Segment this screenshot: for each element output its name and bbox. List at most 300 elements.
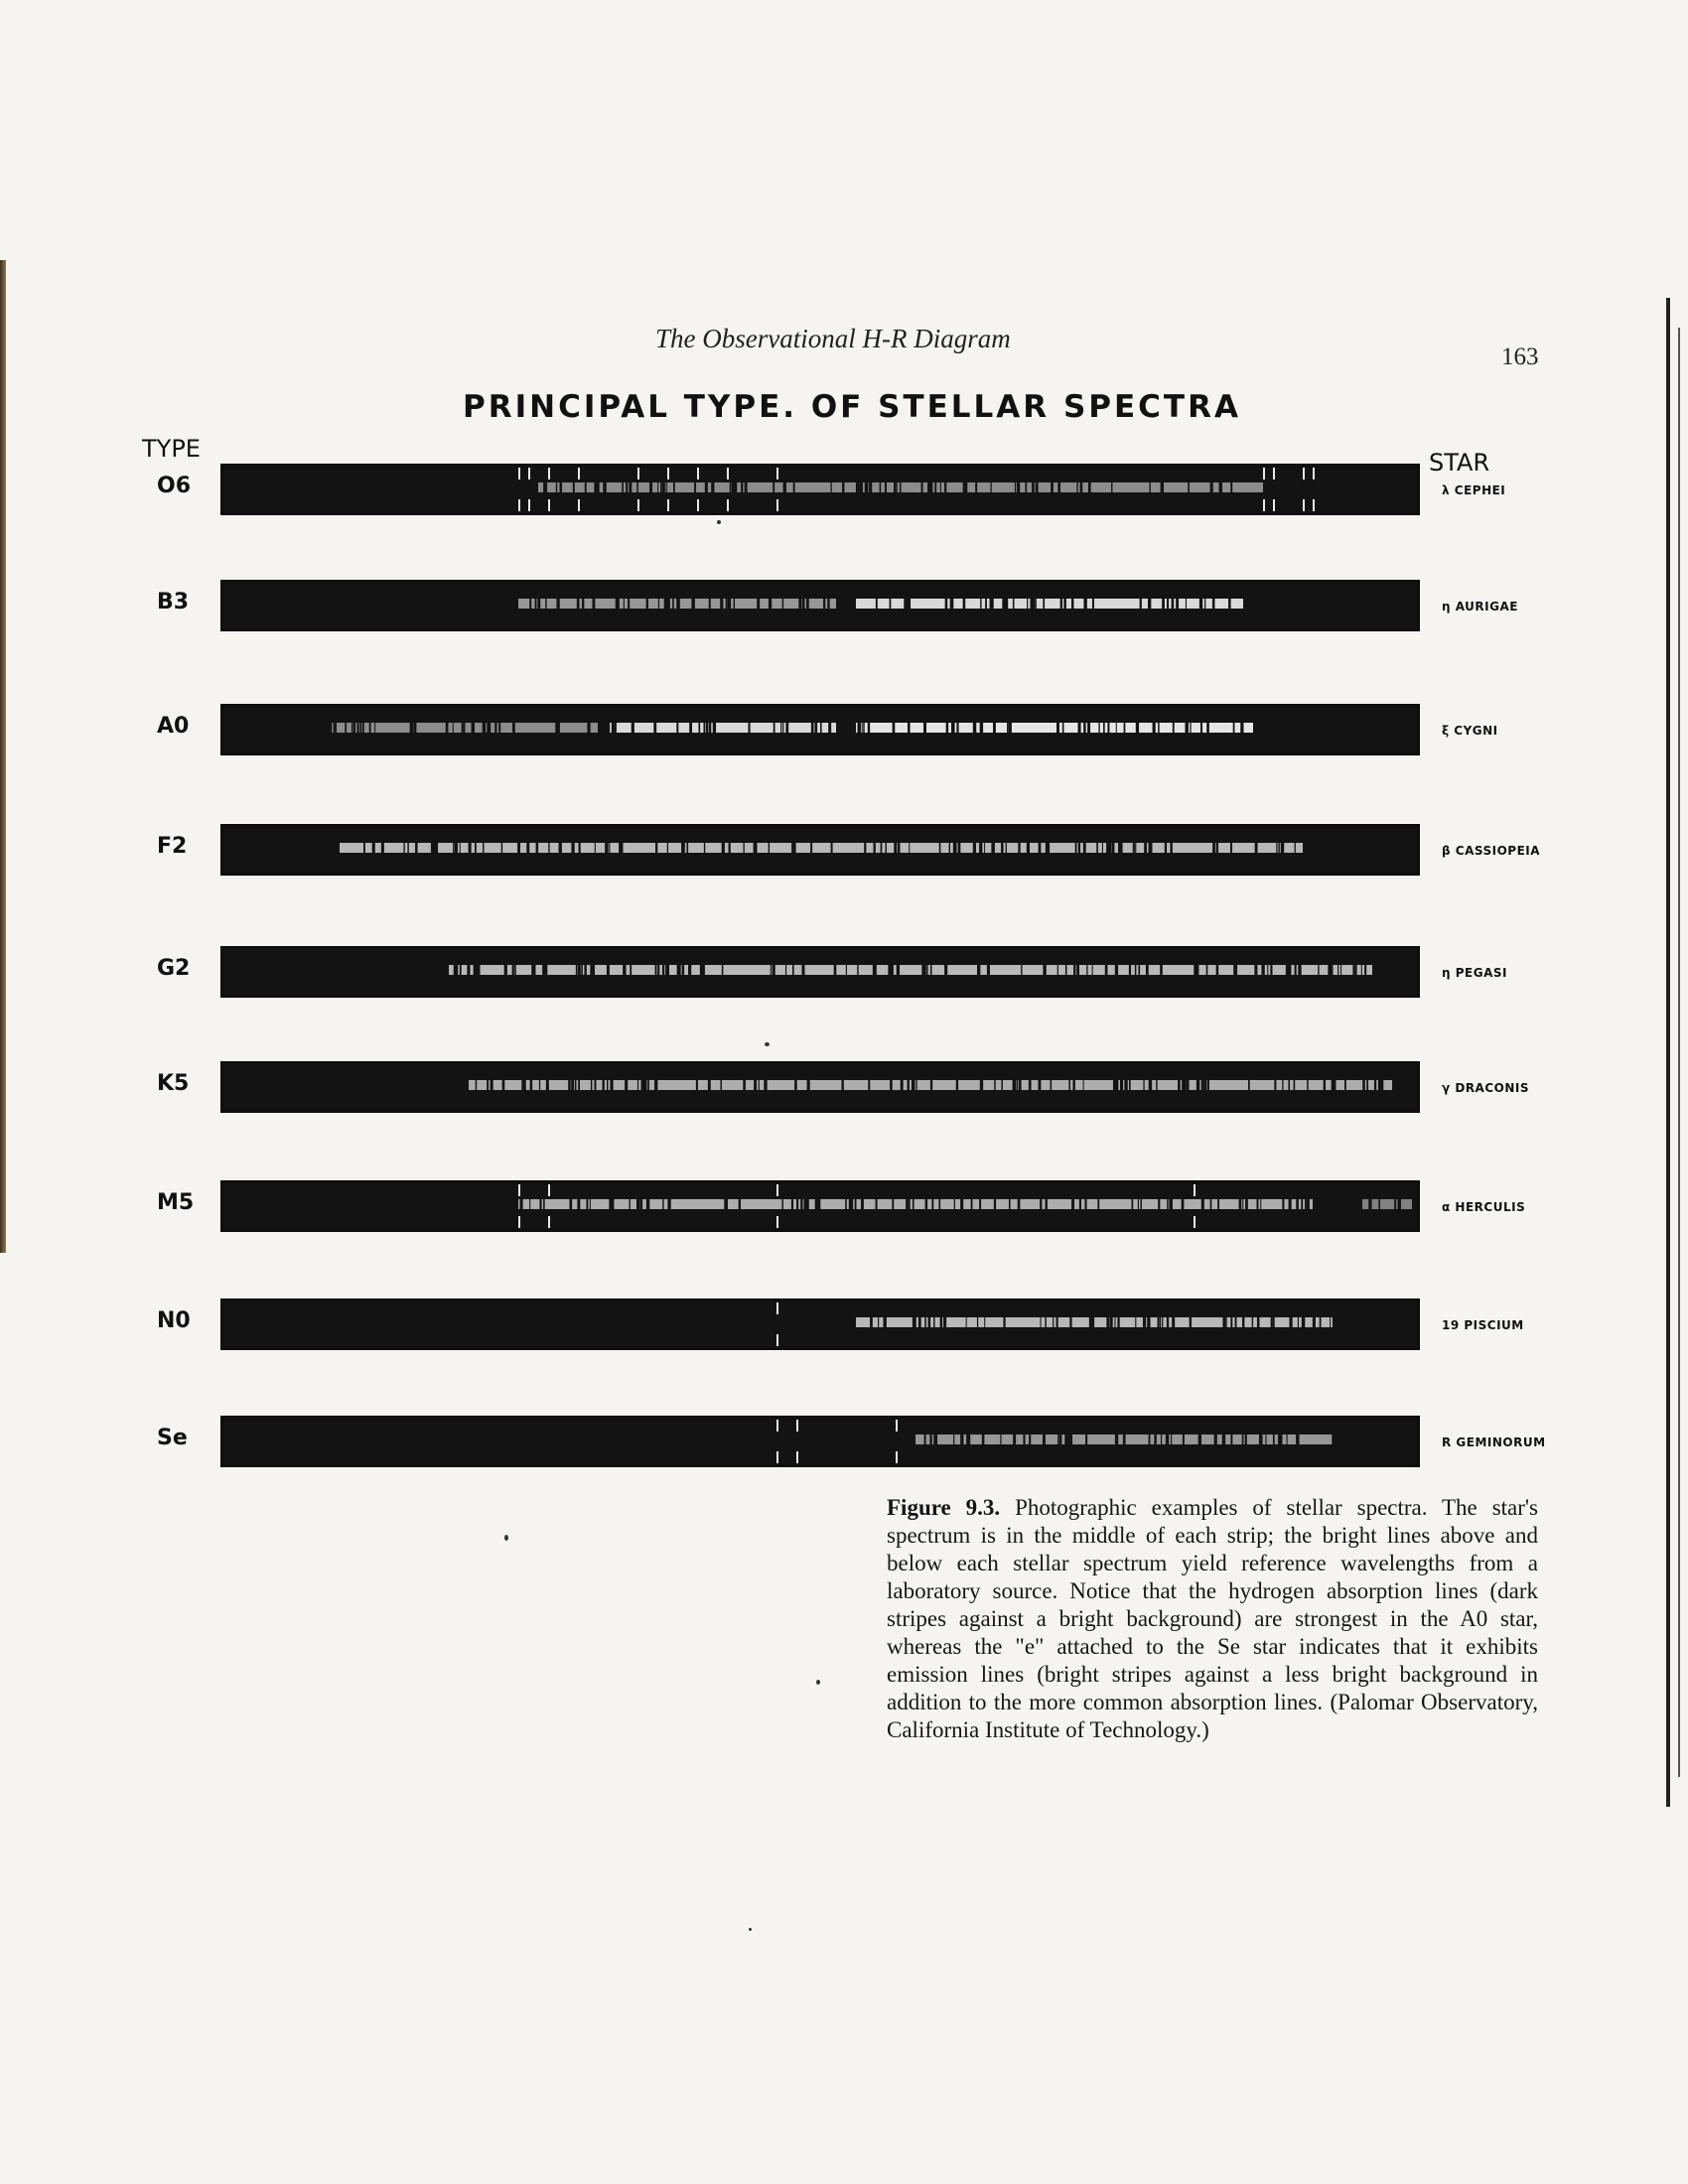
absorption-line xyxy=(924,1317,926,1327)
absorption-line xyxy=(773,965,775,975)
absorption-line xyxy=(483,843,484,853)
absorption-line xyxy=(688,965,691,975)
absorption-line xyxy=(593,965,595,975)
spectrum-band xyxy=(608,723,836,733)
absorption-line xyxy=(1294,1080,1296,1090)
absorption-line xyxy=(1186,599,1187,609)
absorption-line xyxy=(575,1080,577,1090)
absorption-line xyxy=(835,965,836,975)
absorption-line xyxy=(1025,482,1027,492)
absorption-line xyxy=(357,723,359,733)
absorption-line xyxy=(722,965,724,975)
absorption-line xyxy=(556,599,559,609)
absorption-line xyxy=(1002,843,1003,853)
absorption-line xyxy=(1045,1317,1046,1327)
absorption-line xyxy=(1013,1434,1016,1444)
absorption-line xyxy=(1043,1434,1046,1444)
star-column-header: STAR xyxy=(1429,449,1490,477)
absorption-line xyxy=(581,965,583,975)
absorption-line xyxy=(800,1199,802,1209)
absorption-line xyxy=(569,1080,571,1090)
spectrum-band xyxy=(856,723,1253,733)
absorption-line xyxy=(1131,1199,1133,1209)
absorption-line xyxy=(984,1317,985,1327)
absorption-line xyxy=(626,482,628,492)
absorption-line xyxy=(1087,723,1090,733)
absorption-line xyxy=(785,723,788,733)
absorption-line xyxy=(609,843,610,853)
absorption-line xyxy=(1206,965,1208,975)
spectral-type-label: K5 xyxy=(157,1071,190,1096)
absorption-line xyxy=(940,1317,943,1327)
absorption-line xyxy=(477,965,480,975)
absorption-line xyxy=(1065,599,1066,609)
absorption-line xyxy=(1162,599,1165,609)
reference-line xyxy=(518,1216,520,1228)
absorption-line xyxy=(741,482,743,492)
absorption-line xyxy=(793,482,795,492)
absorption-line xyxy=(1257,1317,1259,1327)
absorption-line xyxy=(928,1317,931,1327)
absorption-line xyxy=(841,1080,843,1090)
absorption-line xyxy=(956,723,958,733)
absorption-line xyxy=(1153,723,1156,733)
absorption-line xyxy=(487,723,490,733)
absorption-line xyxy=(1314,1317,1316,1327)
absorption-line xyxy=(846,965,847,975)
absorption-line xyxy=(706,723,709,733)
absorption-line xyxy=(590,965,592,975)
absorption-line xyxy=(1150,482,1151,492)
absorption-line xyxy=(1273,1317,1275,1327)
absorption-line xyxy=(1298,1434,1299,1444)
page-edge-right-inner xyxy=(1678,328,1680,1777)
absorption-line xyxy=(878,1317,879,1327)
absorption-line xyxy=(653,723,656,733)
absorption-line xyxy=(720,1080,721,1090)
absorption-line xyxy=(605,843,608,853)
absorption-line xyxy=(981,723,983,733)
reference-line xyxy=(776,468,778,479)
absorption-line xyxy=(1248,1080,1250,1090)
absorption-line xyxy=(1047,843,1050,853)
absorption-line xyxy=(616,599,619,609)
reference-line xyxy=(528,499,530,511)
absorption-line xyxy=(1006,843,1007,853)
reference-line xyxy=(1303,499,1305,511)
absorption-line xyxy=(612,723,615,733)
absorption-line xyxy=(1113,1080,1116,1090)
absorption-line xyxy=(512,965,514,975)
absorption-line xyxy=(1169,1199,1172,1209)
absorption-line xyxy=(636,482,638,492)
absorption-line xyxy=(1144,843,1147,853)
absorption-line xyxy=(476,1080,477,1090)
absorption-line xyxy=(1178,1080,1181,1090)
absorption-line xyxy=(909,843,910,853)
absorption-line xyxy=(446,723,449,733)
spectral-type-label: Se xyxy=(157,1426,188,1450)
absorption-line xyxy=(410,723,413,733)
absorption-line xyxy=(894,482,896,492)
absorption-line xyxy=(1088,482,1091,492)
absorption-line xyxy=(898,843,900,853)
absorption-line xyxy=(892,1199,894,1209)
absorption-line xyxy=(1190,1317,1192,1327)
absorption-line xyxy=(526,843,529,853)
absorption-line xyxy=(1056,1317,1058,1327)
absorption-line xyxy=(1288,1080,1290,1090)
running-head: The Observational H-R Diagram xyxy=(655,324,1011,353)
absorption-line xyxy=(884,1317,887,1327)
absorption-line xyxy=(966,1317,967,1327)
reference-line xyxy=(1273,468,1275,479)
absorption-line xyxy=(807,1080,809,1090)
reference-line xyxy=(776,1420,778,1432)
absorption-line xyxy=(1235,1317,1237,1327)
absorption-line xyxy=(1366,1080,1368,1090)
absorption-line xyxy=(521,1080,523,1090)
absorption-line xyxy=(1340,965,1341,975)
absorption-line xyxy=(1027,599,1028,609)
absorption-line xyxy=(593,599,596,609)
absorption-line xyxy=(759,1080,760,1090)
absorption-line xyxy=(584,965,586,975)
absorption-line xyxy=(1111,482,1112,492)
print-speck xyxy=(816,1680,820,1685)
reference-line xyxy=(697,468,699,479)
absorption-line xyxy=(1273,1434,1275,1444)
spectrum-band xyxy=(856,599,1243,609)
absorption-line xyxy=(334,723,336,733)
spectrum-strip xyxy=(220,946,1420,998)
absorption-line xyxy=(683,843,685,853)
absorption-line xyxy=(1085,1434,1087,1444)
absorption-line xyxy=(874,843,876,853)
absorption-line xyxy=(857,965,858,975)
absorption-line xyxy=(545,599,546,609)
absorption-line xyxy=(514,965,516,975)
absorption-line xyxy=(1201,1080,1202,1090)
absorption-line xyxy=(603,482,606,492)
absorption-line xyxy=(467,965,470,975)
absorption-line xyxy=(780,723,781,733)
reference-line xyxy=(548,1216,550,1228)
absorption-line xyxy=(973,723,976,733)
absorption-line xyxy=(925,1199,927,1209)
absorption-line xyxy=(921,965,923,975)
absorption-line xyxy=(754,1080,757,1090)
absorption-line xyxy=(545,965,546,975)
absorption-line xyxy=(1154,1434,1156,1444)
print-speck xyxy=(765,1042,770,1046)
absorption-line xyxy=(897,965,900,975)
absorption-line xyxy=(1057,965,1058,975)
absorption-line xyxy=(381,843,384,853)
absorption-line xyxy=(743,1080,746,1090)
absorption-line xyxy=(979,1199,980,1209)
absorption-line xyxy=(945,599,948,609)
absorption-line xyxy=(723,843,725,853)
absorption-line xyxy=(639,1199,642,1209)
absorption-line xyxy=(1301,1199,1303,1209)
absorption-line xyxy=(1254,965,1257,975)
absorption-line xyxy=(657,482,658,492)
spectrum-strip xyxy=(220,824,1420,876)
absorption-line xyxy=(1212,843,1215,853)
absorption-line xyxy=(769,843,770,853)
absorption-line xyxy=(1230,482,1232,492)
absorption-line xyxy=(1068,1080,1070,1090)
absorption-line xyxy=(1098,723,1099,733)
absorption-line xyxy=(1196,965,1198,975)
absorption-line xyxy=(1276,843,1277,853)
absorption-line xyxy=(603,1080,605,1090)
absorption-line xyxy=(933,1434,935,1444)
spectrum-row-o6 xyxy=(0,464,1688,523)
absorption-line xyxy=(1075,843,1077,853)
absorption-line xyxy=(1046,1199,1048,1209)
absorption-line xyxy=(673,482,675,492)
absorption-line xyxy=(689,723,692,733)
absorption-line xyxy=(960,1434,963,1444)
absorption-line xyxy=(666,965,669,975)
absorption-line xyxy=(463,723,465,733)
absorption-line xyxy=(1298,1317,1299,1327)
reference-line xyxy=(896,1420,898,1432)
absorption-line xyxy=(1182,1199,1185,1209)
absorption-line xyxy=(655,843,657,853)
absorption-line xyxy=(934,482,936,492)
absorption-line xyxy=(560,482,563,492)
reference-line xyxy=(1194,1216,1196,1228)
absorption-line xyxy=(1129,1080,1130,1090)
absorption-line xyxy=(863,723,864,733)
absorption-line xyxy=(475,843,477,853)
absorption-line xyxy=(1173,723,1175,733)
absorption-line xyxy=(1281,843,1284,853)
absorption-line xyxy=(595,843,596,853)
absorption-line xyxy=(1120,1080,1123,1090)
absorption-line xyxy=(1354,965,1356,975)
absorption-line xyxy=(711,482,714,492)
absorption-line xyxy=(1199,599,1201,609)
absorption-line xyxy=(641,1080,644,1090)
absorption-line xyxy=(708,1080,710,1090)
reference-line xyxy=(776,1216,778,1228)
absorption-line xyxy=(828,723,831,733)
spectral-type-label: F2 xyxy=(157,834,188,859)
absorption-line xyxy=(666,482,667,492)
absorption-line xyxy=(1260,1434,1263,1444)
absorption-line xyxy=(1029,1080,1032,1090)
absorption-line xyxy=(579,843,581,853)
absorption-line xyxy=(1318,965,1319,975)
absorption-line xyxy=(1361,965,1362,975)
absorption-line xyxy=(546,965,547,975)
absorption-line xyxy=(830,482,831,492)
absorption-line xyxy=(806,599,809,609)
absorption-line xyxy=(1129,965,1131,975)
absorption-line xyxy=(607,1080,608,1090)
absorption-line xyxy=(1337,965,1338,975)
star-name-label: R GEMINORUM xyxy=(1442,1435,1546,1449)
spectral-type-label: G2 xyxy=(157,956,191,981)
absorption-line xyxy=(595,1080,597,1090)
absorption-line xyxy=(585,482,587,492)
absorption-line xyxy=(1083,599,1086,609)
absorption-line xyxy=(615,723,617,733)
absorption-line xyxy=(1305,1199,1306,1209)
absorption-line xyxy=(572,1080,574,1090)
absorption-line xyxy=(963,599,965,609)
absorption-line xyxy=(415,843,418,853)
absorption-line xyxy=(1108,843,1110,853)
absorption-line xyxy=(958,843,961,853)
absorption-line xyxy=(1076,965,1079,975)
absorption-line xyxy=(556,482,557,492)
absorption-line xyxy=(900,482,902,492)
absorption-line xyxy=(1010,723,1012,733)
spectrum-strip xyxy=(220,1298,1420,1350)
absorption-line xyxy=(1200,723,1202,733)
figure-caption xyxy=(887,1494,1538,1744)
absorption-line xyxy=(897,482,898,492)
absorption-line xyxy=(662,965,664,975)
absorption-line xyxy=(1182,1080,1184,1090)
reference-line xyxy=(548,499,550,511)
absorption-line xyxy=(672,599,674,609)
absorption-line xyxy=(908,1080,910,1090)
reference-line xyxy=(1303,468,1305,479)
absorption-line xyxy=(1368,1199,1371,1209)
star-name-label: γ DRACONIS xyxy=(1442,1081,1529,1095)
absorption-line xyxy=(994,1080,995,1090)
absorption-line xyxy=(647,1080,649,1090)
type-column-header: TYPE xyxy=(142,435,201,463)
absorption-line xyxy=(504,965,507,975)
absorption-line xyxy=(1117,1317,1119,1327)
reference-line xyxy=(667,468,669,479)
absorption-line xyxy=(645,1080,647,1090)
absorption-line xyxy=(862,723,863,733)
absorption-line xyxy=(990,599,993,609)
absorption-line xyxy=(1282,1199,1284,1209)
absorption-line xyxy=(539,1199,541,1209)
absorption-line xyxy=(530,1080,533,1090)
absorption-line xyxy=(1086,965,1087,975)
absorption-line xyxy=(1103,723,1105,733)
absorption-line xyxy=(1029,1434,1031,1444)
reference-line xyxy=(1313,468,1315,479)
absorption-line xyxy=(938,1199,940,1209)
absorption-line xyxy=(1298,965,1301,975)
absorption-line xyxy=(1084,1199,1086,1209)
absorption-line xyxy=(1188,482,1190,492)
absorption-line xyxy=(1176,599,1179,609)
absorption-line xyxy=(1041,1317,1042,1327)
absorption-line xyxy=(453,723,454,733)
absorption-line xyxy=(1115,1434,1118,1444)
absorption-line xyxy=(1245,1434,1247,1444)
reference-line xyxy=(727,499,729,511)
absorption-line xyxy=(667,843,668,853)
absorption-line xyxy=(1000,1434,1001,1444)
absorption-line xyxy=(1003,1317,1005,1327)
absorption-line xyxy=(1158,1317,1160,1327)
absorption-line xyxy=(657,965,659,975)
absorption-line xyxy=(769,599,772,609)
spectrum-row-se xyxy=(0,1416,1688,1475)
absorption-line xyxy=(632,723,633,733)
absorption-line xyxy=(857,482,859,492)
absorption-line xyxy=(1332,1434,1334,1444)
absorption-line xyxy=(529,599,531,609)
absorption-line xyxy=(1286,965,1289,975)
absorption-line xyxy=(994,1199,995,1209)
absorption-line xyxy=(435,843,438,853)
absorption-line xyxy=(1105,965,1108,975)
reference-line xyxy=(697,499,699,511)
absorption-line xyxy=(1135,843,1136,853)
absorption-line xyxy=(1230,1317,1232,1327)
absorption-line xyxy=(876,1199,878,1209)
absorption-line xyxy=(1036,482,1039,492)
absorption-line xyxy=(724,1199,727,1209)
absorption-line xyxy=(1344,1080,1346,1090)
star-name-label: λ CEPHEI xyxy=(1442,483,1506,497)
absorption-line xyxy=(1140,1199,1142,1209)
absorption-line xyxy=(1001,1080,1002,1090)
absorption-line xyxy=(691,599,694,609)
absorption-line xyxy=(676,723,678,733)
absorption-line xyxy=(818,1199,820,1209)
absorption-line xyxy=(543,1199,545,1209)
figure-caption-text: Photographic examples of stellar spectra. The star's spectrum is in the middle of each strip; the bright lines above and below each stellar spectrum yield reference wavelengths from a laboratory source. Notice that the hydrogen absorption lines (dark stripes against a bright background) are strongest in the A0 star, whereas the "e" attached to the Se star indicates that it exhibits emission lines (bright stripes against a less bright background in addition to the more common absorption lines. (Palomar Observatory, California Institute of Technology.) xyxy=(887,1495,1538,1742)
absorption-line xyxy=(1039,843,1042,853)
absorption-line xyxy=(1018,1199,1021,1209)
absorption-line xyxy=(1040,1199,1042,1209)
absorption-line xyxy=(1217,1199,1219,1209)
absorption-line xyxy=(907,599,910,609)
absorption-line xyxy=(1114,1317,1115,1327)
absorption-line xyxy=(782,723,783,733)
absorption-line xyxy=(894,843,897,853)
absorption-line xyxy=(335,723,337,733)
absorption-line xyxy=(745,482,748,492)
absorption-line xyxy=(992,843,995,853)
absorption-line xyxy=(1190,723,1191,733)
absorption-line xyxy=(929,482,932,492)
absorption-line xyxy=(578,965,581,975)
absorption-line xyxy=(455,843,457,853)
absorption-line xyxy=(733,482,735,492)
absorption-line xyxy=(1043,599,1045,609)
absorption-line xyxy=(472,723,475,733)
absorption-line xyxy=(649,482,652,492)
absorption-line xyxy=(520,1199,523,1209)
absorption-line xyxy=(1149,1080,1152,1090)
absorption-line xyxy=(607,965,610,975)
absorption-line xyxy=(1228,599,1231,609)
absorption-line xyxy=(943,1317,946,1327)
absorption-line xyxy=(1158,1199,1160,1209)
absorption-line xyxy=(1234,965,1237,975)
spectral-type-label: O6 xyxy=(157,474,192,498)
absorption-line xyxy=(487,1080,489,1090)
absorption-line xyxy=(559,843,562,853)
absorption-line xyxy=(407,843,408,853)
